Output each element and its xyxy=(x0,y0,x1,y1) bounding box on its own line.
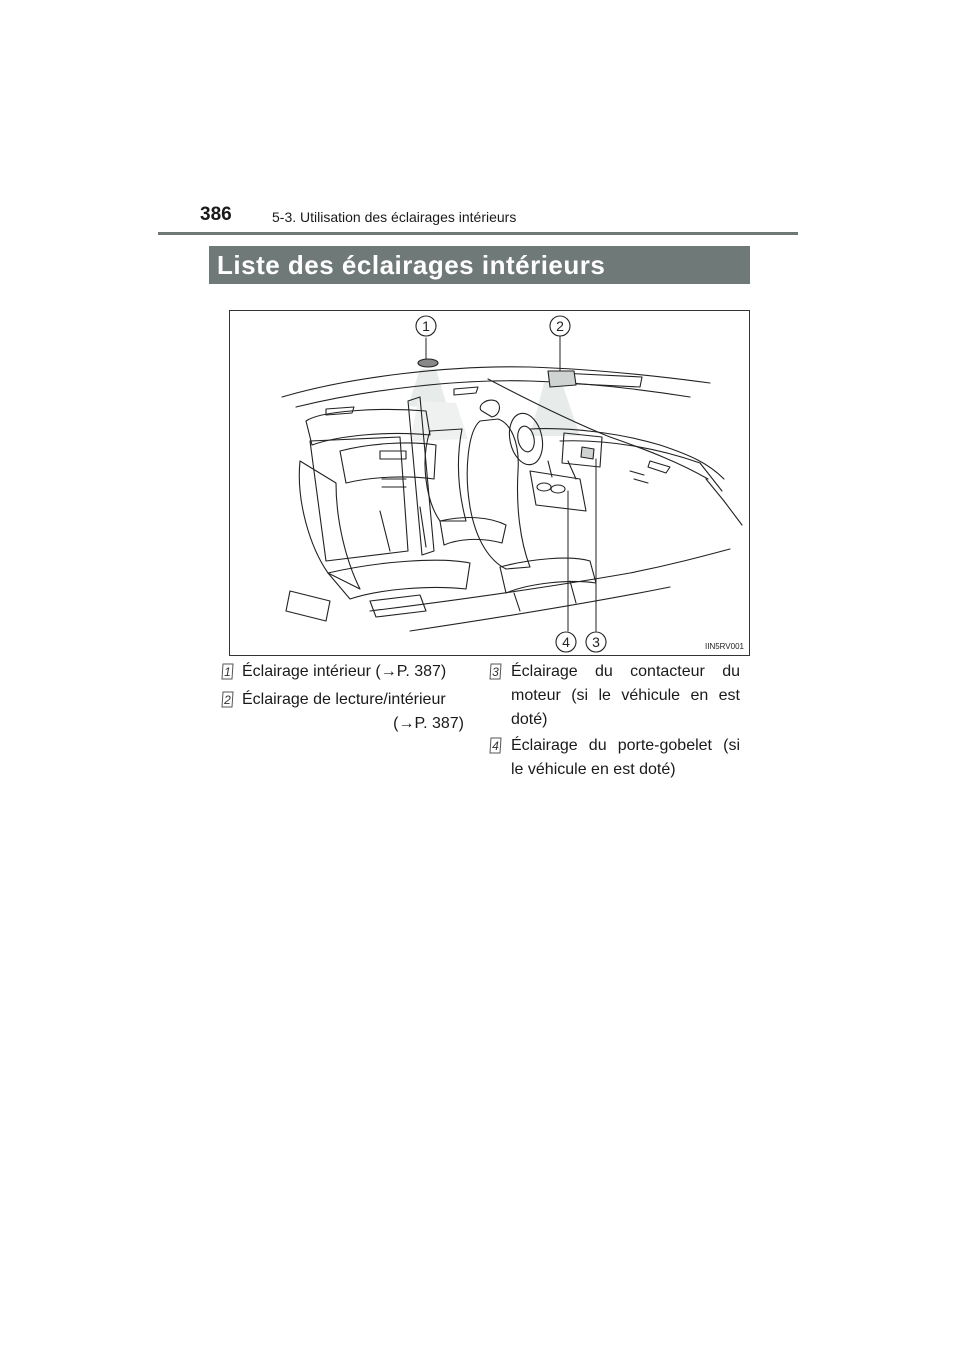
section-title: 5-3. Utilisation des éclairages intérieurs xyxy=(272,209,517,225)
heading-title: Liste des éclairages intérieurs xyxy=(217,249,606,280)
page-number: 386 xyxy=(200,204,232,225)
figure-callout-4-label: 4 xyxy=(562,634,570,650)
item-4-marker-number: 4 xyxy=(492,739,499,753)
figure-callout-3 xyxy=(586,632,606,652)
figure-callout-4 xyxy=(556,632,576,652)
interior-lights-figure xyxy=(229,310,750,656)
item-2-marker xyxy=(221,691,234,708)
figure-callout-1 xyxy=(416,316,436,336)
item-1 xyxy=(242,660,464,684)
item-2-line-2: (→P. 387) xyxy=(393,715,464,732)
header-rule xyxy=(158,232,798,235)
item-3-line-3: doté) xyxy=(511,711,548,728)
item-3-line-2: moteur (si le véhicule en est xyxy=(511,687,740,704)
figure-callout-1-label: 1 xyxy=(422,318,430,334)
item-1-marker xyxy=(221,663,234,680)
heading-band xyxy=(209,246,750,284)
dome-light-lamp xyxy=(418,359,438,367)
item-4 xyxy=(511,734,740,782)
item-2-line-1: Éclairage de lecture/intérieur xyxy=(242,691,446,708)
figure-callout-2-label: 2 xyxy=(556,318,564,334)
item-4-line-2: le véhicule en est doté) xyxy=(511,761,676,778)
item-1-line-1: Éclairage intérieur (→P. 387) xyxy=(242,663,447,680)
item-3-marker-number: 3 xyxy=(492,665,499,679)
item-4-line-1: Éclairage du porte-gobelet (si xyxy=(511,737,740,754)
figure-callout-3-label: 3 xyxy=(592,634,600,650)
figure-code: IIN5RV001 xyxy=(705,642,744,651)
item-3-marker xyxy=(489,663,502,680)
item-4-marker xyxy=(489,737,502,754)
item-3 xyxy=(511,660,740,732)
car-interior-illustration xyxy=(230,311,750,656)
item-2-marker-number: 2 xyxy=(224,693,231,707)
item-2 xyxy=(242,688,464,736)
item-1-marker-number: 1 xyxy=(224,665,231,679)
figure-callout-2 xyxy=(550,316,570,336)
light-cone-2 xyxy=(530,383,580,436)
light-cone-rear xyxy=(410,401,468,441)
item-3-line-1: Éclairage du contacteur du xyxy=(511,663,740,680)
